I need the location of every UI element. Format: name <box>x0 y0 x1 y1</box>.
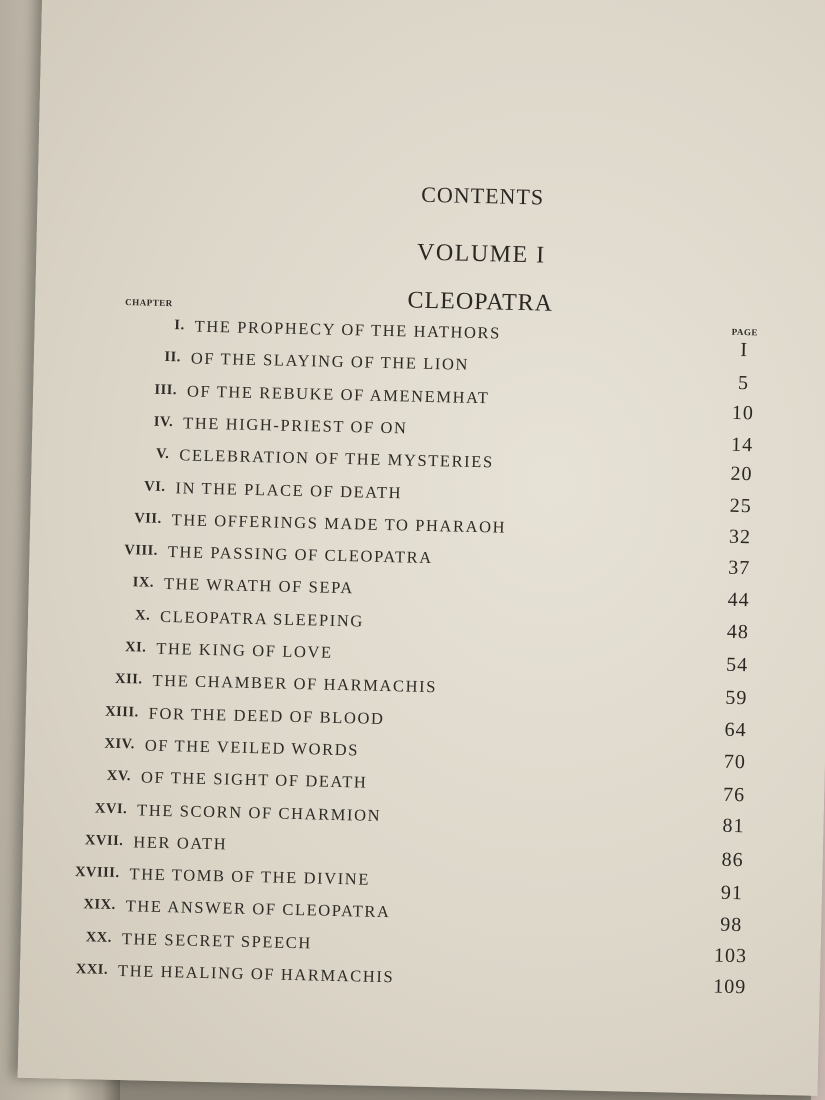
volume-heading: VOLUME I <box>416 239 546 269</box>
chapter-row <box>107 476 403 502</box>
chapter-number: XVII. <box>84 832 124 849</box>
chapter-row <box>50 959 395 987</box>
chapter-title: THE WRATH OF SEPA <box>163 574 355 598</box>
chapter-page-number: 25 <box>729 494 752 518</box>
chapter-title: HER OATH <box>133 832 228 854</box>
chapter-page-number: 44 <box>727 588 750 612</box>
chapter-page-number: 91 <box>720 881 744 905</box>
chapter-page-number: 64 <box>724 718 747 742</box>
chapter-page-number: 14 <box>730 433 754 457</box>
chapter-row <box>111 444 494 472</box>
chapter-row <box>65 831 228 857</box>
chapter-page-number: I <box>740 338 749 362</box>
chapter-page-number: 37 <box>728 556 751 580</box>
chapter-title: OF THE REBUKE OF AMENEMHAT <box>186 381 490 407</box>
chapter-number: XII. <box>114 671 143 688</box>
chapter-number: XIX. <box>83 896 116 914</box>
chapter-row <box>53 927 313 953</box>
chapter-number: X. <box>134 607 151 624</box>
chapter-row <box>92 605 365 631</box>
chapter-page-number: 109 <box>713 975 747 999</box>
chapter-title: THE CHAMBER OF HARMACHIS <box>152 671 438 697</box>
chapter-number: XXI. <box>75 961 109 978</box>
chapter-row <box>69 798 382 825</box>
chapter-row <box>57 895 391 922</box>
chapter-page-number: 48 <box>726 620 750 644</box>
chapter-number: XIV. <box>104 735 136 753</box>
chapter-page-number: 32 <box>728 525 752 549</box>
chapter-page-number: 20 <box>730 462 753 486</box>
chapter-column-label: CHAPTER <box>125 297 173 309</box>
chapter-title: THE ANSWER OF CLEOPATRA <box>125 896 391 922</box>
chapter-number: VIII. <box>124 542 159 559</box>
chapter-title: OF THE SIGHT OF DEATH <box>140 767 368 792</box>
chapter-title: THE HEALING OF HARMACHIS <box>117 961 395 987</box>
chapter-page-number: 5 <box>737 371 750 395</box>
chapter-row <box>84 669 438 697</box>
chapter-row <box>88 637 333 663</box>
chapter-number: XI. <box>124 639 147 656</box>
chapter-title: THE SCORN OF CHARMION <box>136 799 382 825</box>
chapter-row <box>61 863 371 889</box>
chapter-page-number: 103 <box>713 944 748 968</box>
chapter-page-number: 59 <box>725 686 748 710</box>
chapter-row <box>126 315 502 343</box>
chapter-page-number: 10 <box>731 401 755 425</box>
chapter-title: CELEBRATION OF THE MYSTERIES <box>179 445 494 472</box>
contents-page <box>18 0 825 1096</box>
chapter-number: II. <box>164 349 182 366</box>
contents-heading: CONTENTS <box>420 181 545 210</box>
page-column-label: PAGE <box>731 326 759 338</box>
chapter-row <box>80 702 385 728</box>
chapter-row <box>115 412 408 438</box>
chapter-title: CLEOPATRA SLEEPING <box>159 606 365 631</box>
chapter-page-number: 86 <box>721 848 744 872</box>
chapter-number: XIII. <box>104 703 139 721</box>
chapter-page-number: 54 <box>725 653 749 677</box>
chapter-title: THE PROPHECY OF THE HATHORS <box>194 316 502 343</box>
chapter-number: V. <box>155 445 170 463</box>
chapter-row <box>96 573 355 599</box>
chapter-title: THE KING OF LOVE <box>156 638 333 662</box>
chapter-title: THE HIGH-PRIEST OF ON <box>182 413 408 438</box>
chapter-number: XX. <box>85 928 113 946</box>
chapter-title: THE PASSING OF CLEOPATRA <box>167 542 434 568</box>
chapter-row <box>76 734 360 760</box>
chapter-title: OF THE VEILED WORDS <box>144 735 360 760</box>
chapter-row <box>122 347 470 375</box>
chapter-number: VI. <box>144 478 166 495</box>
chapter-row <box>99 541 434 568</box>
chapter-title: THE SECRET SPEECH <box>121 928 313 953</box>
chapter-number: IV. <box>153 413 174 431</box>
book-title: CLEOPATRA <box>407 287 554 317</box>
chapter-number: I. <box>174 317 185 334</box>
chapter-page-number: 70 <box>723 750 747 774</box>
chapter-title: FOR THE DEED OF BLOOD <box>148 703 385 728</box>
chapter-row <box>119 380 490 407</box>
chapter-row <box>103 508 507 537</box>
chapter-page-number: 81 <box>722 814 745 838</box>
chapter-number: XV. <box>106 767 132 785</box>
chapter-number: III. <box>154 381 178 398</box>
chapter-row <box>73 766 368 792</box>
chapter-title: THE OFFERINGS MADE TO PHARAOH <box>171 509 507 537</box>
chapter-number: IX. <box>132 574 155 592</box>
chapter-number: XVIII. <box>74 864 120 882</box>
chapter-number: XVI. <box>94 799 128 817</box>
chapter-page-number: 76 <box>722 783 746 807</box>
chapter-title: IN THE PLACE OF DEATH <box>175 477 403 502</box>
chapter-page-number: 98 <box>719 913 743 937</box>
chapter-number: VII. <box>134 510 162 527</box>
chapter-title: THE TOMB OF THE DIVINE <box>129 864 371 889</box>
chapter-title: OF THE SLAYING OF THE LION <box>190 348 470 375</box>
